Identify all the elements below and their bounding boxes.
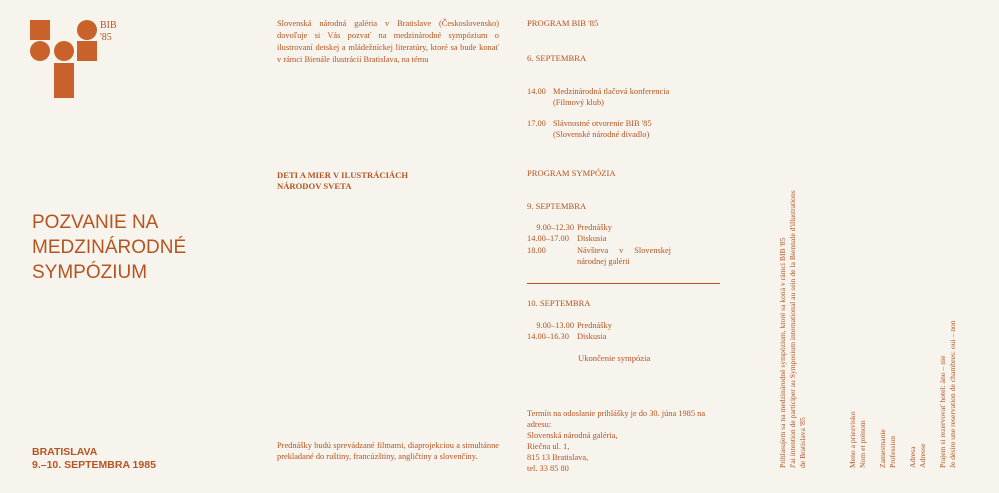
program-bib-day: 6. SEPTEMBRA	[527, 53, 587, 63]
field-name-label-fr: Nom et prénom	[858, 420, 867, 468]
item-time: 14.00	[527, 87, 546, 96]
item-line-2: (Slovenské národné divadlo)	[553, 130, 650, 139]
program-item	[527, 222, 612, 233]
city-name: BRATISLAVA	[32, 446, 98, 458]
logo-line-2: '85	[100, 32, 112, 43]
deadline-line-1: Termín na odoslanie prihlášky je do 30. júna 1985 na	[527, 409, 706, 418]
item-line-1: Medzinárodná tlačová konferencia	[553, 87, 670, 96]
item-line-1: Diskusia	[577, 332, 607, 341]
invitation-title	[32, 210, 186, 285]
address-phone: tel. 33 85 80	[527, 464, 569, 473]
field-job-label-fr: Profession	[888, 435, 897, 468]
address-institution: Slovenská národná galéria,	[527, 431, 618, 440]
program-item	[527, 320, 612, 331]
program-bib-heading: PROGRAM BIB '85	[527, 18, 599, 28]
field-address-label-sk: Adresa	[908, 446, 917, 468]
address-street: Riečna ul. 1,	[527, 442, 570, 451]
form-statement-fr-2: de Bratislava '85	[798, 417, 807, 468]
item-line-2: (Filmový klub)	[553, 98, 604, 107]
logo-circle-1	[30, 41, 50, 61]
program-item	[527, 245, 671, 267]
item-time: 14.00–16.30	[527, 332, 569, 341]
logo-square-1	[30, 20, 50, 40]
field-name-label-sk: Meno a priezvisko	[848, 411, 857, 468]
event-dates: 9.–10. SEPTEMBRA 1985	[32, 459, 156, 471]
symposium-day-1: 9. SEPTEMBRA	[527, 201, 587, 211]
item-line-1: Prednášky	[577, 321, 612, 330]
program-item	[527, 331, 606, 342]
registration-deadline	[527, 408, 727, 474]
item-time: 18.00	[527, 246, 546, 255]
title-line-3: SYMPÓZIUM	[32, 262, 148, 283]
logo-square-2	[77, 41, 97, 61]
item-time: 14.00–17.00	[527, 234, 569, 243]
logo-text	[100, 20, 117, 44]
field-address-label-fr: Adresse	[918, 443, 927, 468]
form-statement-fr: J'ai intention de participer au Symposium international au sein de la Biennale d'illustrations	[788, 190, 797, 468]
hotel-question-fr: Je désire une reservation de chambres: oui – non	[948, 320, 957, 468]
item-time: 17.00	[527, 119, 546, 128]
item-time: 9.00–13.00	[536, 321, 574, 330]
title-line-2: MEDZINÁRODNÉ	[32, 237, 187, 258]
program-item	[527, 233, 606, 244]
item-line-1: Návšteva v Slovenskej	[577, 246, 671, 255]
item-line-2: národnej galérii	[577, 257, 630, 266]
item-time: 9.00–12.30	[536, 223, 574, 232]
item-line-1: Diskusia	[577, 234, 607, 243]
symposium-closing: Ukončenie sympózia	[578, 353, 651, 363]
logo-circle-4	[55, 63, 73, 81]
theme-line-1: DETI A MIER V ILUSTRÁCIÁCH	[277, 170, 409, 180]
field-job-label-sk: Zamestnanie	[878, 429, 887, 468]
symposium-theme	[277, 170, 408, 192]
program-item	[527, 86, 669, 108]
logo-circle-2	[54, 41, 74, 61]
deadline-line-2: adresu:	[527, 420, 552, 429]
bib-logo	[30, 20, 98, 98]
symposium-day-2: 10. SEPTEMBRA	[527, 298, 591, 308]
intro-text: Slovenská národná galéria v Bratislave (Československo) dovoľuje si Vás pozvať na medzinárodné sympózium o ilustrovaní detskej a mládežníckej literatúry, ktoré sa bude konať v rámci Bienále ilustrácií Bratislava, na tému	[277, 19, 499, 64]
program-item	[527, 118, 652, 140]
item-line-1: Prednášky	[577, 223, 612, 232]
logo-circle-3	[77, 20, 97, 40]
address-city: 815 13 Bratislava,	[527, 453, 589, 462]
title-line-1: POZVANIE NA	[32, 212, 159, 233]
form-statement-sk: Prihlasujem sa na medzinárodné sympózium, ktoré sa koná v rámci BIB '85	[778, 237, 787, 468]
city-date	[32, 446, 156, 472]
item-line-1: Slávnostné otvorenie BIB '85	[553, 119, 652, 128]
program-symposium-heading: PROGRAM SYMPÓZIA	[527, 168, 616, 178]
logo-line-1: BIB	[100, 20, 117, 31]
hotel-question-sk: Prajem si rezervovať hotel: áno – nie	[938, 355, 947, 468]
program-divider	[527, 283, 720, 284]
theme-line-2: NÁRODOV SVETA	[277, 181, 352, 191]
lecture-note: Prednášky budú sprevádzané filmami, diaprojekciou a simultánne prekladané do ruštiny, francúzštiny, angličtiny a slovenčiny.	[277, 441, 499, 461]
